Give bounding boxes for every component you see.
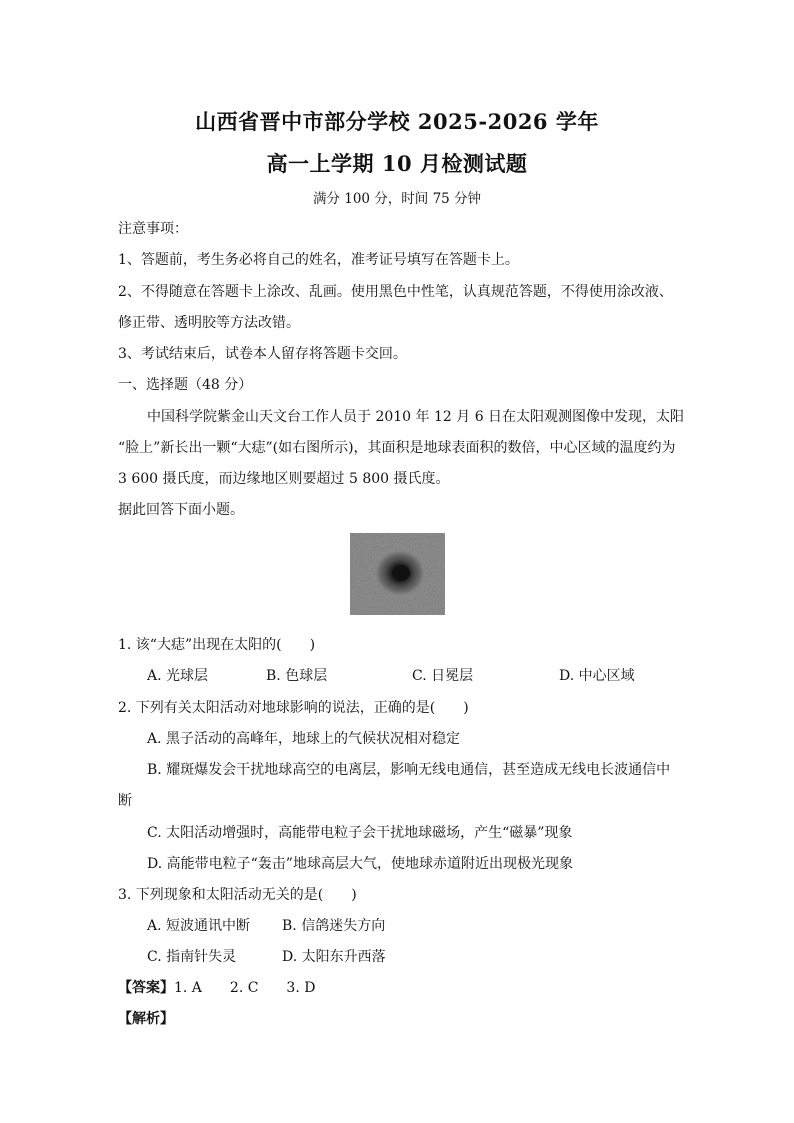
q2-option-d: D. 高能带电粒子“轰击”地球高层大气，使地球赤道附近出现极光现象 [147,856,573,872]
note-item-2a: 2、不得随意在答题卡上涂改、乱画。使用黑色中性笔，认真规范答题，不得使用涂改液、 [118,284,673,300]
exam-subtitle: 满分 100 分，时间 75 分钟 [312,191,482,207]
q3-option-b: B. 信鸽迷失方向 [282,918,386,934]
q2-option-a: A. 黑子活动的高峰年，地球上的气候状况相对稳定 [147,731,461,747]
passage-prompt: 据此回答下面小题。 [118,502,244,518]
q1-option-b: B. 色球层 [266,668,328,684]
passage-line-2: “脸上”新长出一颗“大痣”(如右图所示)，其面积是地球表面积的数倍，中心区域的温度约为 [118,440,676,456]
note-item-2b: 修正带、透明胶等方法改错。 [118,315,300,331]
analysis-label: 【解析】 [118,1011,174,1027]
q1-option-d: D. 中心区域 [559,668,635,684]
exam-title-line2: 高一上学期 10 月检测试题 [266,151,528,176]
q2-option-b-line1: B. 耀斑爆发会干扰地球高空的电离层，影响无线电通信，甚至造成无线电长波通信中 [147,762,671,778]
q1-option-c: C. 日冕层 [412,668,474,684]
notes-heading: 注意事项： [118,221,188,237]
q2-option-b-line2: 断 [118,793,132,809]
note-item-3: 3、考试结束后，试卷本人留存将答题卡交回。 [118,346,407,362]
note-item-1: 1、答题前，考生务必将自己的姓名，准考证号填写在答题卡上。 [118,252,519,268]
passage-line-1: 中国科学院紫金山天文台工作人员于 2010 年 12 月 6 日在太阳观测图像中发现，太阳 [147,409,685,425]
question-3-stem: 3. 下列现象和太阳活动无关的是( ) [118,887,357,903]
q1-option-a: A. 光球层 [147,668,209,684]
passage-line-3: 3 600 摄氏度，而边缘地区则要超过 5 800 摄氏度。 [118,471,450,487]
question-2-stem: 2. 下列有关太阳活动对地球影响的说法，正确的是( ) [118,700,469,716]
answer-row [118,977,678,997]
answer-label: 【答案】 [118,980,174,996]
question-1-stem: 1. 该“大痣”出现在太阳的( ) [118,637,316,653]
q3-option-a: A. 短波通讯中断 [147,918,251,934]
exam-title-line1: 山西省晋中市部分学校 2025-2026 学年 [195,109,599,134]
q3-option-d: D. 太阳东升西落 [282,949,386,965]
q2-option-c: C. 太阳活动增强时，高能带电粒子会干扰地球磁场，产生“磁暴”现象 [147,825,573,841]
section-heading: 一、选择题（48 分） [118,377,253,393]
q3-option-c: C. 指南针失灵 [147,949,237,965]
answer-values: 1. A 2. C 3. D [174,980,316,996]
sunspot-image [350,533,445,615]
